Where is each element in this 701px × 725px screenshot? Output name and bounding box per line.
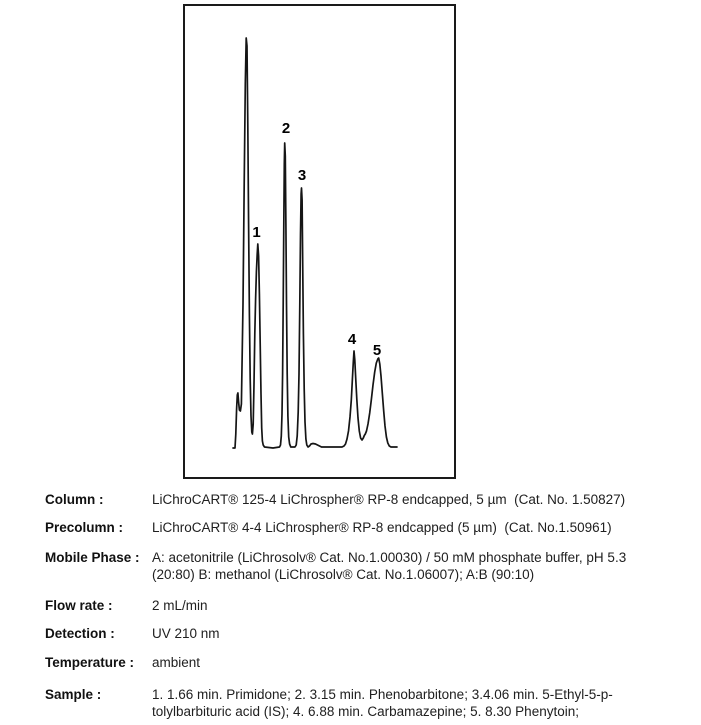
field-value-flow-rate: [152, 597, 685, 614]
field-value-line: 2 mL/min: [152, 598, 208, 613]
chromatogram-trace: [233, 38, 397, 448]
field-value-line: (20:80) B: methanol (LiChrosolv® Cat. No.1.06007); A:B (90:10): [152, 567, 535, 582]
field-value-line: UV 210 nm: [152, 626, 220, 641]
detail-row-precolumn: [45, 519, 685, 536]
field-label-sample: Sample :: [45, 687, 102, 702]
field-value-line: ambient: [152, 655, 201, 670]
field-value-line: A: acetonitrile (LiChrosolv® Cat. No.1.00030) / 50 mM phosphate buffer, pH 5.3: [152, 550, 627, 565]
field-value-line: LiChroCART® 125-4 LiChrospher® RP-8 endcapped, 5 µm (Cat. No. 1.50827): [152, 492, 626, 507]
peak-label-1: 1: [252, 224, 261, 241]
field-value-sample: [152, 686, 685, 720]
field-value-line: 1. 1.66 min. Primidone; 2. 3.15 min. Phenobarbitone; 3.4.06 min. 5-Ethyl-5-p-: [152, 687, 613, 702]
field-value-line: LiChroCART® 4-4 LiChrospher® RP-8 endcapped (5 µm) (Cat. No.1.50961): [152, 520, 612, 535]
peak-label-4: 4: [347, 331, 357, 348]
field-value-column: [152, 491, 685, 508]
field-value-precolumn: [152, 519, 685, 536]
field-label-mobile-phase: Mobile Phase :: [45, 550, 140, 565]
detail-row-flow-rate: [45, 597, 685, 614]
peak-label-3: 3: [297, 167, 307, 184]
detail-row-column: [45, 491, 685, 508]
peak-label-2: 2: [281, 120, 291, 137]
detail-row-detection: [45, 625, 685, 642]
chromatogram-figure: [183, 4, 456, 479]
field-value-mobile-phase: [152, 549, 685, 583]
chromatogram-svg: [185, 6, 454, 477]
field-label-precolumn: Precolumn :: [45, 520, 124, 535]
detail-row-mobile-phase: [45, 549, 685, 583]
field-label-column: Column :: [45, 492, 104, 507]
field-value-line: tolylbarbituric acid (IS); 4. 6.88 min. Carbamazepine; 5. 8.30 Phenytoin;: [152, 704, 579, 719]
method-details: [45, 491, 685, 720]
field-value-detection: [152, 625, 685, 642]
field-label-detection: Detection :: [45, 626, 115, 641]
peak-label-5: 5: [372, 342, 382, 359]
detail-row-sample: [45, 686, 685, 720]
detail-row-temperature: [45, 654, 685, 671]
field-label-temperature: Temperature :: [45, 655, 135, 670]
field-value-temperature: [152, 654, 685, 671]
field-label-flow-rate: Flow rate :: [45, 598, 113, 613]
